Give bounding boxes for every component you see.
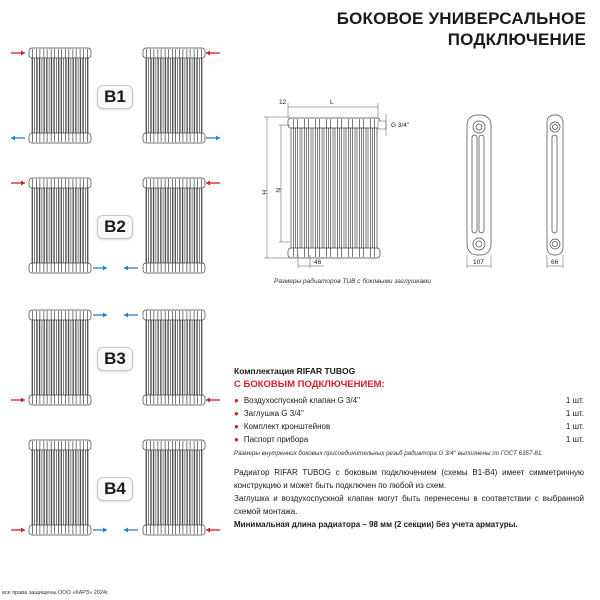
kit-item-name: Заглушка G 3/4'' xyxy=(243,409,304,418)
return-arrow xyxy=(93,266,107,271)
kit-item xyxy=(234,394,584,407)
description-p3: Минимальная длина радиатора – 98 мм (2 секции) без учета арматуры. xyxy=(234,520,518,529)
kit-item-qty: 1 шт. xyxy=(565,396,584,405)
radiator-right xyxy=(143,440,205,535)
radiator-right xyxy=(143,310,205,405)
kit-item-qty: 1 шт. xyxy=(565,409,584,418)
title-line-2: ПОДКЛЮЧЕНИЕ xyxy=(447,30,586,49)
radiator-right xyxy=(143,178,205,273)
bullet-icon: ● xyxy=(234,422,239,431)
supply-arrow xyxy=(206,181,220,186)
radiator-left xyxy=(29,178,91,273)
dimension-107: 107 xyxy=(473,259,484,266)
description xyxy=(234,466,584,531)
scheme-label-b4: B4 xyxy=(97,477,133,501)
copyright: все права защищены ООО «КАРЗ» 2024г. xyxy=(2,590,109,596)
return-arrow xyxy=(124,313,138,318)
radiator-left xyxy=(29,48,91,143)
radiator-left xyxy=(29,310,91,405)
drawing-caption: Размеры радиаторов TUB с боковыми заглушками xyxy=(274,278,432,285)
kit-item-qty: 1 шт. xyxy=(565,435,584,444)
scheme-label-b2: B2 xyxy=(97,215,133,239)
radiator-side-view-3col xyxy=(467,115,491,255)
return-arrow xyxy=(206,136,220,141)
scheme-label-b3: B3 xyxy=(97,347,133,371)
supply-arrow xyxy=(206,51,220,56)
kit-title: Комплектация RIFAR TUBOG xyxy=(234,366,356,376)
supply-arrow xyxy=(11,51,25,56)
radiator-front-drawing xyxy=(288,118,380,258)
kit-item xyxy=(234,420,584,433)
dimension-h: H xyxy=(260,190,267,195)
dimension-46: 46 xyxy=(314,259,322,266)
kit-note: Размеры внутренних боковых присоединительных резьб радиатора G 3/4'' выполнены по ГОСТ 6357-81. xyxy=(234,450,543,457)
return-arrow xyxy=(11,136,25,141)
return-arrow xyxy=(93,313,107,318)
kit-section xyxy=(234,366,584,457)
kit-item-qty: 1 шт. xyxy=(565,422,584,431)
kit-item-name: Комплект кронштейнов xyxy=(243,422,331,431)
radiator-left xyxy=(29,440,91,535)
kit-item-name: Паспорт прибора xyxy=(243,435,309,444)
scheme-label-b1: B1 xyxy=(97,85,133,109)
kit-item xyxy=(234,433,584,446)
dimension-66: 66 xyxy=(551,259,559,266)
dimension-l: L xyxy=(330,99,334,106)
radiator-side-view-2col xyxy=(547,115,563,255)
return-arrow xyxy=(124,528,138,533)
return-arrow xyxy=(124,266,138,271)
supply-arrow xyxy=(206,398,220,403)
supply-arrow xyxy=(206,528,220,533)
radiator-right xyxy=(143,48,205,143)
kit-item-name: Воздухоспускной клапан G 3/4'' xyxy=(243,396,361,405)
supply-arrow xyxy=(11,528,25,533)
dimension-n: N xyxy=(274,188,281,193)
description-p1: Радиатор RIFAR TUBOG с боковым подключением (схемы B1-B4) имеет симметричную конструкцию и может быть подключен по любой из схем. xyxy=(234,468,584,490)
return-arrow xyxy=(93,528,107,533)
description-p2: Заглушка и воздухоспускной клапан могут быть перенесены в соответствии с выбранной схемой монтажа. xyxy=(234,494,584,516)
supply-arrow xyxy=(11,181,25,186)
bullet-icon: ● xyxy=(234,409,239,418)
kit-subtitle: С БОКОВЫМ ПОДКЛЮЧЕНИЕМ: xyxy=(234,379,385,390)
kit-item xyxy=(234,407,584,420)
title-line-1: БОКОВОЕ УНИВЕРСАЛЬНОЕ xyxy=(336,9,586,28)
bullet-icon: ● xyxy=(234,435,239,444)
dimension-12: 12 xyxy=(279,99,287,106)
bullet-icon: ● xyxy=(234,396,239,405)
thread-size-label: G 3/4'' xyxy=(391,122,410,129)
supply-arrow xyxy=(11,398,25,403)
